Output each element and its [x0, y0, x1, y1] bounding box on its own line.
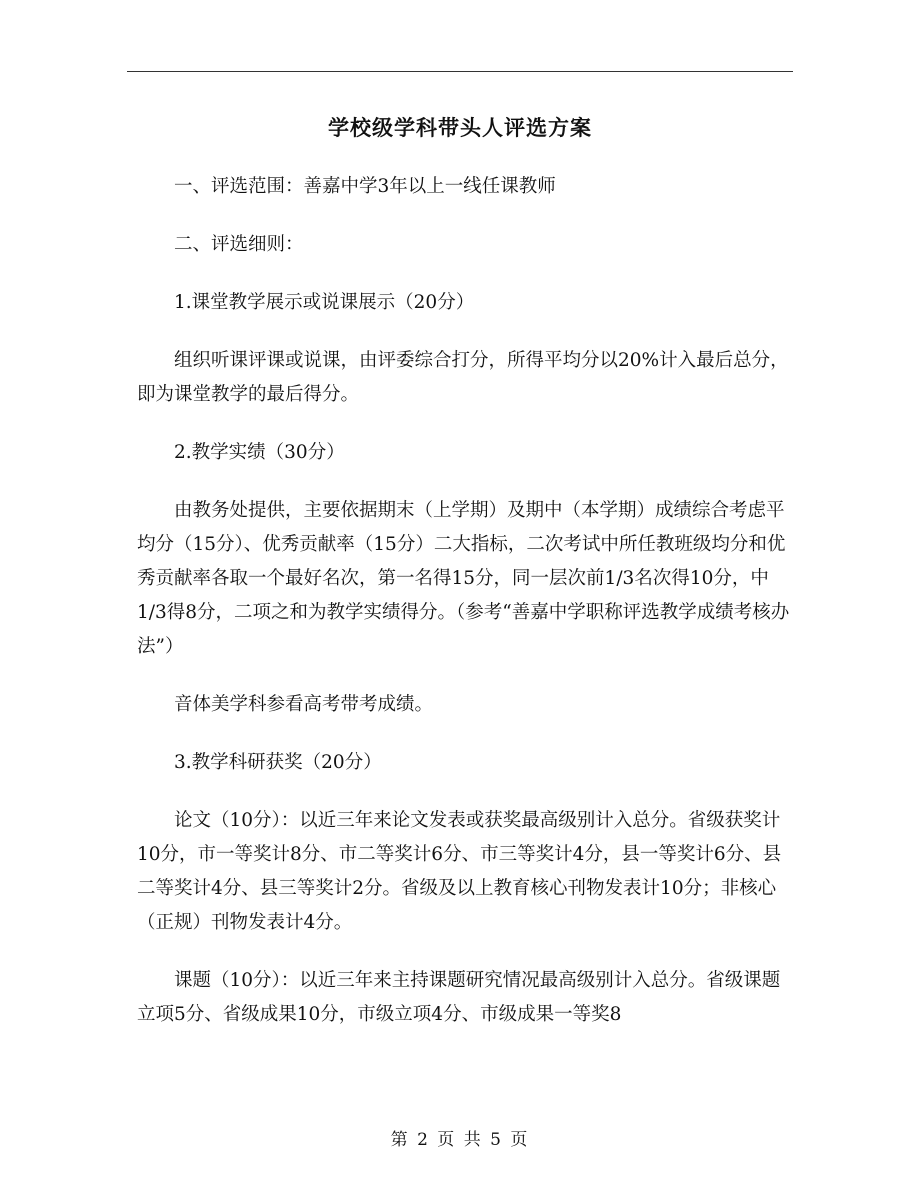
item-papers-text: 论文（10分）：以近三年来论文发表或获奖最高级别计入总分。省级获奖计10分，市一等奖计8分、市二等奖计6分、市三等奖计4分，县一等奖计6分、县二等奖计4分、县三等奖计2分。省级及以上教育核心刊物发表计10分；非核心（正规）刊物发表计4分。: [137, 810, 782, 933]
document-title: 学校级学科带头人评选方案: [328, 116, 592, 140]
item-teaching-results-text: 由教务处提供，主要依据期末（上学期）及期中（本学期）成绩综合考虑平均分（15分）、优秀贡献率（15分）二大指标，二次考试中所任教班级均分和优秀贡献率各取一个最好名次，第一名得15分，同一层次前1/3名次得10分，中1/3得8分，二项之和为教学实绩得分。（参考“善嘉中学职称评选教学成绩考核办法”）: [137, 500, 790, 657]
item-projects-text: 课题（10分）：以近三年来主持课题研究情况最高级别计入总分。省级课题立项5分、省级成果10分，市级立项4分、市级成果一等奖8: [137, 970, 781, 1025]
header-rule: [127, 71, 793, 72]
section-scope: 一、评选范围：善嘉中学3年以上一线任课教师: [174, 176, 556, 197]
page-number: 第 2 页 共 5 页: [390, 1130, 530, 1150]
item-classroom-teaching-heading: 1.课堂教学展示或说课展示（20分）: [174, 292, 475, 313]
document-body: [137, 170, 797, 1032]
item-arts-note: 音体美学科参看高考带考成绩。: [174, 694, 434, 715]
item-teaching-results-heading: 2.教学实绩（30分）: [174, 442, 345, 463]
item-classroom-teaching-text: 组织听课评课或说课，由评委综合打分，所得平均分以20%计入最后总分，即为课堂教学的最后得分。: [137, 350, 789, 405]
section-rules-heading: 二、评选细则：: [174, 234, 304, 255]
item-research-awards-heading: 3.教学科研获奖（20分）: [174, 752, 382, 773]
